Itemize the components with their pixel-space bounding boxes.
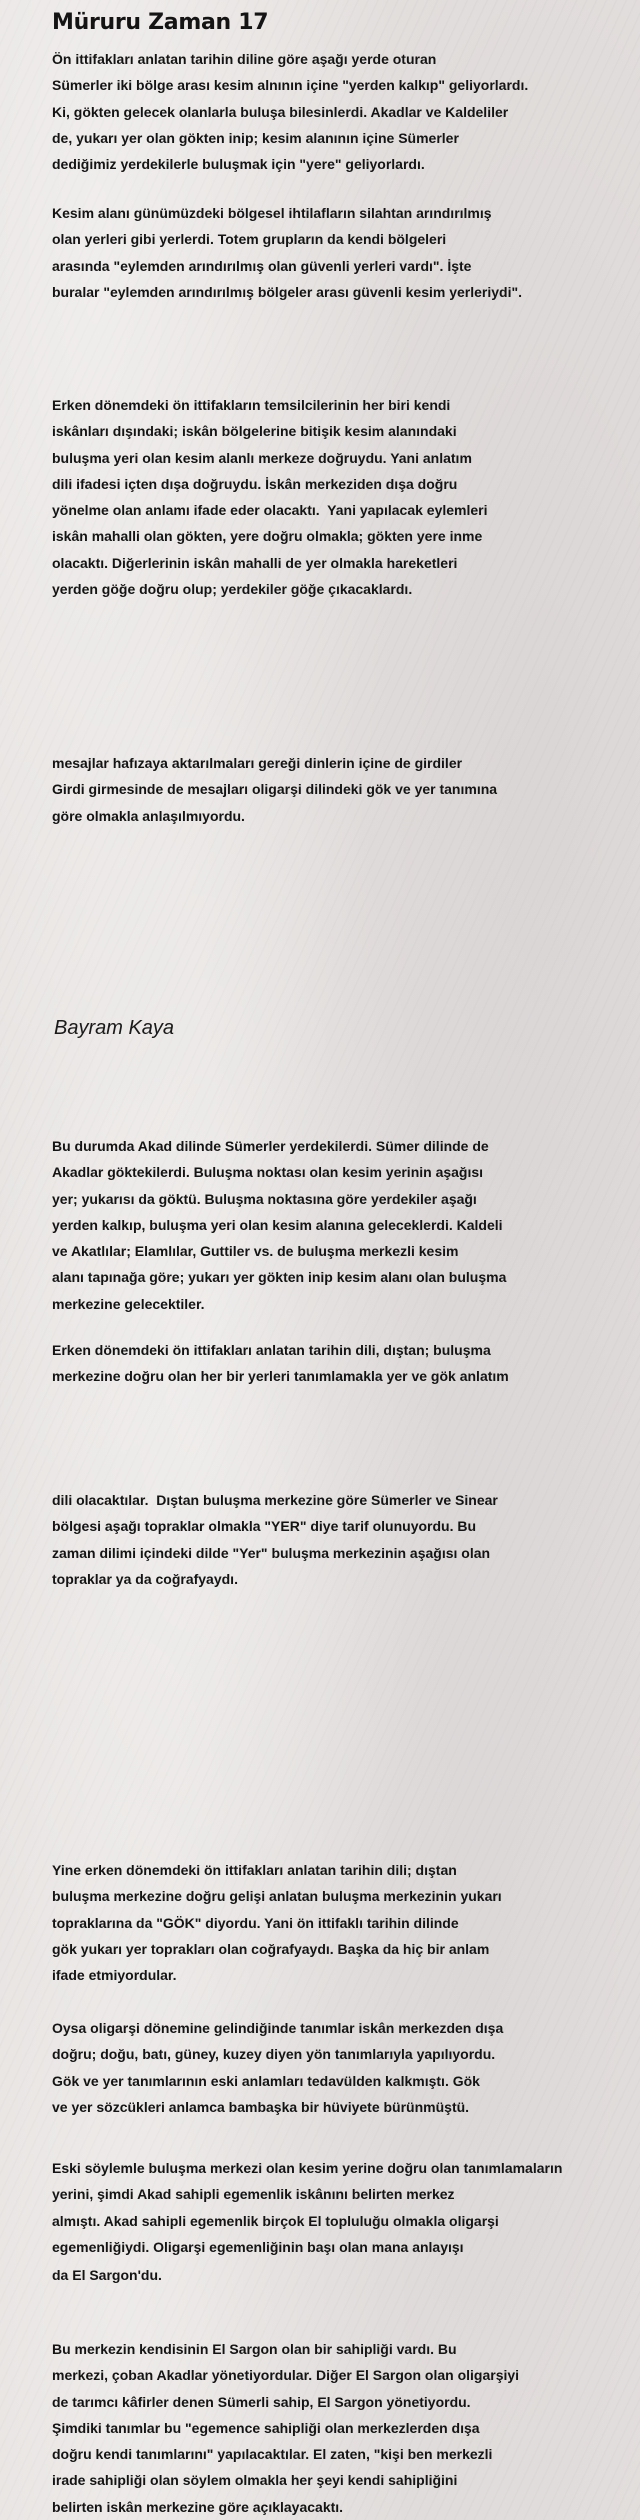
paragraph-1: Ön ittifakları anlatan tarihin diline göre aşağı yerde oturan Sümerler iki bölge arası kesim alnının içine "yerden kalkıp" geliyorlardı. Ki, gökten gelecek olanlarla buluşa bilesinlerdi. Akadlar ve Kaldeliler de, yukarı yer olan gökten inip; kesim alanının içine Sümerler dediğimiz yerdekilerle buluşmak için "yere" geliyorlardı. [52,51,529,173]
paragraph-11: da El Sargon'du. [52,2267,162,2283]
page-title: Müruru Zaman 17 [52,10,269,35]
paragraph-9: Oysa oligarşi dönemine gelindiğinde tanımlar iskân merkezden dışa doğru; doğu, batı, güney, kuzey diyen yön tanımlarıyla yapılıyordu. Gök ve yer tanımlarının eski anlamları tedavülden kalkmıştı. Gök ve yer sözcükleri anlamca bambaşka bir hüviyete bürünmüştü. [52,2020,504,2115]
paragraph-12: Bu merkezin kendisinin El Sargon olan bir sahipliği vardı. Bu merkezi, çoban Akadlar yönetiyordular. Diğer El Sargon olan oligarşiyi de tarımcı kâfirler denen Sümerli sahip, El Sargon yönetiyordu. Şimdiki tanımlar bu "egemence sahipliği olan merkezlerden dışa doğru kendi tanımlarını" yapılacaktılar. El zaten, "kişi ben merkezli irade sahipliği olan söylem olmakla her şeyi kendi sahipliğini belirten iskân merkezine göre açıklayacaktı. [52,2341,520,2515]
paragraph-5: Bu durumda Akad dilinde Sümerler yerdekilerdi. Sümer dilinde de Akadlar göktekilerdi. Buluşma noktası olan kesim yerinin aşağısı yer; yukarısı da göktü. Buluşma noktasına göre yerdekiler aşağı yerden kalkıp, buluşma yeri olan kesim alanına geleceklerdi. Kaldeli ve Akatlılar; Elamlılar, Guttiler vs. de buluşma merkezli kesim alanı tapınağa göre; yukarı yer gökten inip kesim alanı olan buluşma merkezine gelecektiler. [52,1138,507,1312]
paragraph-3: Erken dönemdeki ön ittifakların temsilcilerinin her biri kendi iskânları dışındaki; iskân bölgelerine bitişik kesim alanındaki buluşma yeri olan kesim alanlı merkeze doğruydu. Yani anlatım dili ifadesi içten dışa doğruydu. İskân merkeziden dışa doğru yönelme olan anlamı ifade eder olacaktı. Yani yapılacak eylemleri iskân mahalli olan gökten, yere doğru olmakla; gökten yere inme olacaktı. Diğerlerinin iskân mahalli de yer olmakla hareketleri yerden göğe doğru olup; yerdekiler göğe çıkacaklardı. [52,397,488,598]
paragraph-8: Yine erken dönemdeki ön ittifakları anlatan tarihin dili; dıştan buluşma merkezine doğru gelişi anlatan buluşma merkezinin yukarı topraklarına da "GÖK" diyordu. Yani ön ittifaklı tarihin dilinde gök yukarı yer toprakları olan coğrafyaydı. Başka da hiç bir anlam ifade etmiyordular. [52,1862,502,1984]
paragraph-10: Eski söylemle buluşma merkezi olan kesim yerine doğru olan tanımlamaların yerini, şimdi Akad sahipli egemenlik iskânını belirten merkez almıştı. Akad sahipli egemenlik birçok El topluluğu olmakla oligarşi egemenliğiydi. Oligarşi egemenliğinin başı olan mana anlayışı [52,2160,563,2255]
paragraph-2: Kesim alanı günümüzdeki bölgesel ihtilafların silahtan arındırılmış olan yerleri gibi yerlerdi. Totem grupların da kendi bölgeleri arasında "eylemden arındırılmış olan güvenli yerleri vardı". İşte buralar "eylemden arındırılmış bölgeler arası güvenli kesim yerleriydi". [52,205,523,300]
author-name: Bayram Kaya [54,1017,175,1039]
paragraph-4: mesajlar hafızaya aktarılmaları gereği dinlerin içine de girdiler Girdi girmesinde de mesajları oligarşi dilindeki gök ve yer tanımına göre olmakla anlaşılmıyordu. [52,755,498,824]
paragraph-7: dili olacaktılar. Dıştan buluşma merkezine göre Sümerler ve Sinear bölgesi aşağı topraklar olmakla "YER" diye tarif olunuyordu. Bu zaman dilimi içindeki dilde "Yer" buluşma merkezinin aşağısı olan topraklar ya da coğrafyaydı. [52,1492,498,1587]
paragraph-6: Erken dönemdeki ön ittifakları anlatan tarihin dili, dıştan; buluşma merkezine doğru olan her bir yerleri tanımlamakla yer ve gök anlatım [52,1342,509,1385]
